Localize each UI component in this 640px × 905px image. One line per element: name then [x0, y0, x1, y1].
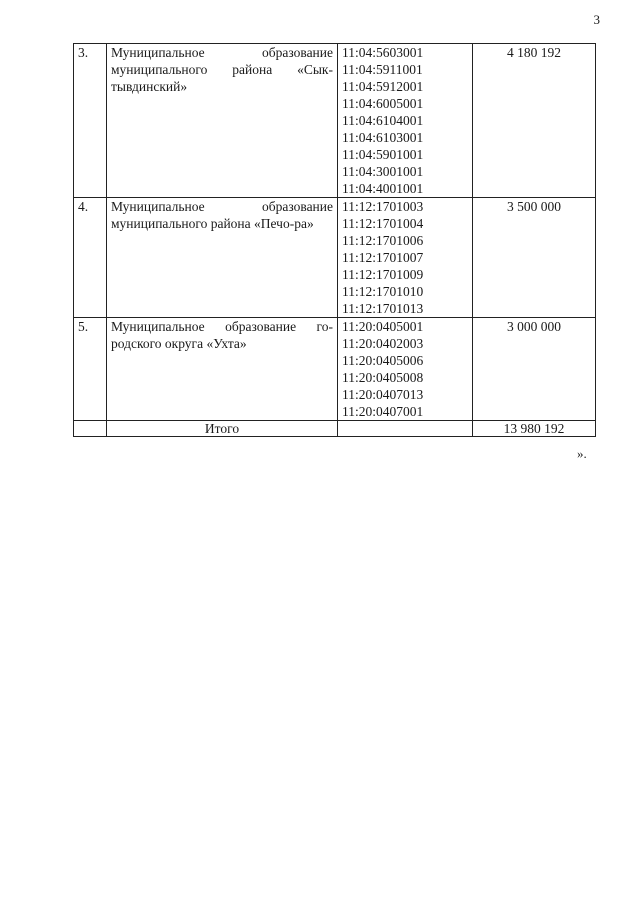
cadastral-code: 11:04:5603001	[342, 45, 424, 60]
row-number: 3.	[74, 44, 107, 198]
cadastral-code: 11:20:0405006	[342, 353, 424, 368]
amount: 4 180 192	[473, 44, 596, 198]
total-label: Итого	[107, 421, 338, 437]
cadastral-code: 11:04:5912001	[342, 79, 424, 94]
amount: 3 000 000	[473, 318, 596, 421]
cadastral-code: 11:04:6103001	[342, 130, 424, 145]
cadastral-code: 11:20:0405008	[342, 370, 424, 385]
row-number: 5.	[74, 318, 107, 421]
total-empty-cell	[338, 421, 473, 437]
cadastral-code: 11:20:0407001	[342, 404, 424, 419]
cadastral-codes	[338, 318, 473, 421]
cadastral-code: 11:12:1701003	[342, 199, 424, 214]
municipality-name: Муниципальное образование го-родского округа «Ухта»	[107, 318, 338, 421]
total-empty-cell	[74, 421, 107, 437]
allocation-table	[73, 43, 596, 437]
cadastral-code: 11:20:0407013	[342, 387, 424, 402]
cadastral-code: 11:04:6104001	[342, 113, 424, 128]
cadastral-code: 11:04:5911001	[342, 62, 423, 77]
total-row	[74, 421, 596, 437]
cadastral-code: 11:12:1701010	[342, 284, 424, 299]
cadastral-code: 11:12:1701007	[342, 250, 424, 265]
closing-quote: ».	[577, 446, 587, 461]
amount: 3 500 000	[473, 198, 596, 318]
table-row	[74, 44, 596, 198]
cadastral-code: 11:12:1701009	[342, 267, 424, 282]
cadastral-code: 11:04:6005001	[342, 96, 424, 111]
municipality-name: Муниципальное образование муниципального района «Печо-ра»	[107, 198, 338, 318]
municipality-name: Муниципальное образование муниципального района «Сык-тывдинский»	[107, 44, 338, 198]
cadastral-code: 11:12:1701004	[342, 216, 424, 231]
cadastral-codes	[338, 44, 473, 198]
row-number: 4.	[74, 198, 107, 318]
cadastral-code: 11:04:3001001	[342, 164, 424, 179]
total-amount: 13 980 192	[473, 421, 596, 437]
cadastral-code: 11:12:1701006	[342, 233, 424, 248]
cadastral-code: 11:20:0405001	[342, 319, 424, 334]
cadastral-code: 11:20:0402003	[342, 336, 424, 351]
table-row	[74, 318, 596, 421]
cadastral-code: 11:12:1701013	[342, 301, 424, 316]
page-number: 3	[593, 12, 600, 27]
cadastral-code: 11:04:5901001	[342, 147, 424, 162]
cadastral-codes	[338, 198, 473, 318]
cadastral-code: 11:04:4001001	[342, 181, 424, 196]
table-row	[74, 198, 596, 318]
